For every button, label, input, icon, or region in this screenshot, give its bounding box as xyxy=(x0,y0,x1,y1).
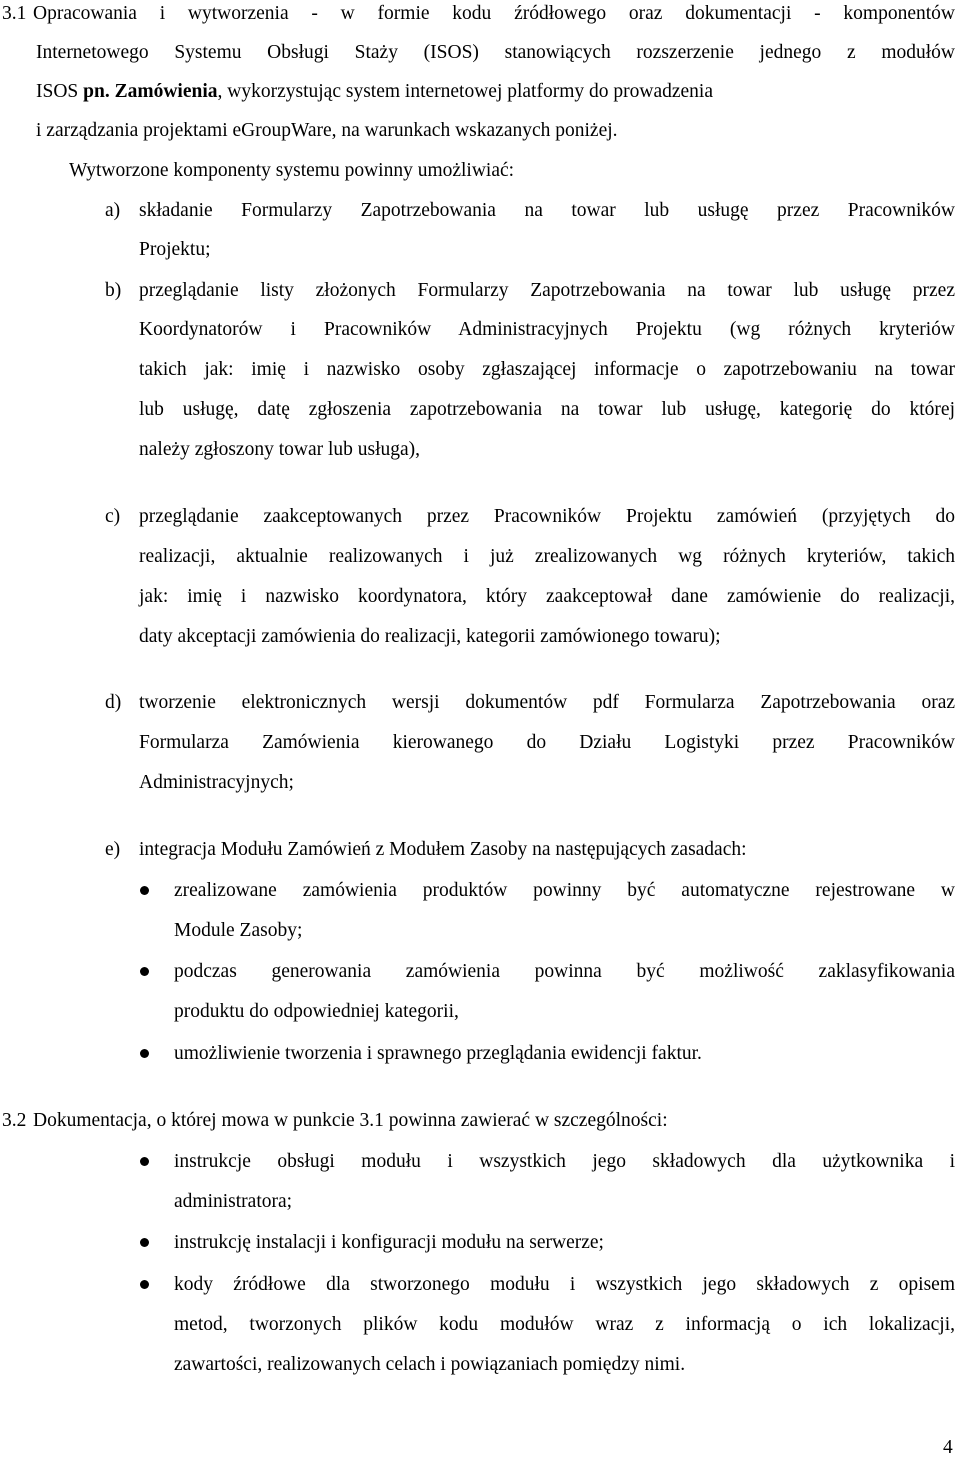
section-3-2-heading: Dokumentacja, o której mowa w punkcie 3.1 powinna zawierać w szczególności: xyxy=(33,1110,668,1131)
page-number: 4 xyxy=(943,1437,953,1458)
item-d-line-2: Formularza Zamówienia kierowanego do Działu Logistyki przez Pracowników xyxy=(139,732,955,753)
item-e-bullet-2-line-1: podczas generowania zamówienia powinna być możliwość zaklasyfikowania xyxy=(174,961,955,982)
item-b-label: b) xyxy=(105,280,122,301)
item-e-label: e) xyxy=(105,839,121,860)
item-d-line-3: Administracyjnych; xyxy=(139,772,294,793)
intro-line-3-start: ISOS xyxy=(36,81,79,102)
intro-line-3-end: , wykorzystując system internetowej platformy do prowadzenia xyxy=(217,81,713,102)
bullet-icon xyxy=(140,967,149,976)
item-c-line-1: przeglądanie zaakceptowanych przez Pracowników Projektu zamówień (przyjętych do xyxy=(139,506,955,527)
lead-sentence: Wytworzone komponenty systemu powinny umożliwiać: xyxy=(69,160,515,181)
bullet-icon xyxy=(140,886,149,895)
doc-bullet-1-line-2: administratora; xyxy=(174,1191,293,1212)
doc-bullet-1-line-1: instrukcje obsługi modułu i wszystkich jego składowych dla użytkownika i xyxy=(174,1151,955,1172)
item-b-line-4: lub usługę, datę zgłoszenia zapotrzebowania na towar lub usługę, kategorię do której xyxy=(139,399,955,420)
doc-bullet-3-line-3: zawartości, realizowanych celach i powiązaniach pomiędzy nimi. xyxy=(174,1354,686,1375)
item-b-line-3: takich jak: imię i nazwisko osoby zgłaszającej informacje o zapotrzebowaniu na towar xyxy=(139,359,955,380)
item-e-bullet-1-line-2: Module Zasoby; xyxy=(174,920,303,941)
item-c-line-2: realizacji, aktualnie realizowanych i już zrealizowanych wg różnych kryteriów, takich xyxy=(139,546,955,567)
bullet-icon xyxy=(140,1157,149,1166)
item-c-line-3: jak: imię i nazwisko koordynatora, który zaakceptował dane zamówienie do realizacji, xyxy=(139,586,955,607)
item-a-line-1: składanie Formularzy Zapotrzebowania na towar lub usługę przez Pracowników xyxy=(139,200,955,221)
doc-bullet-3-line-1: kody źródłowe dla stworzonego modułu i wszystkich jego składowych z opisem xyxy=(174,1274,955,1295)
doc-bullet-3-line-2: metod, tworzonych plików kodu modułów wraz z informacją o ich lokalizacji, xyxy=(174,1314,955,1335)
item-e-bullet-3-line-1: umożliwienie tworzenia i sprawnego przeglądania ewidencji faktur. xyxy=(174,1043,702,1064)
module-name-bold: pn. Zamówienia xyxy=(83,81,218,102)
item-e-bullet-1-line-1: zrealizowane zamówienia produktów powinny być automatyczne rejestrowane w xyxy=(174,880,955,901)
intro-line-4: i zarządzania projektami eGroupWare, na warunkach wskazanych poniżej. xyxy=(36,120,618,141)
item-e-bullet-2-line-2: produktu do odpowiedniej kategorii, xyxy=(174,1001,459,1022)
bullet-icon xyxy=(140,1238,149,1247)
doc-bullet-2-line-1: instrukcję instalacji i konfiguracji modułu na serwerze; xyxy=(174,1232,604,1253)
bullet-icon xyxy=(140,1280,149,1289)
item-c-label: c) xyxy=(105,506,121,527)
item-e-line-1: integracja Modułu Zamówień z Modułem Zasoby na następujących zasadach: xyxy=(139,839,747,860)
item-b-line-1: przeglądanie listy złożonych Formularzy Zapotrzebowania na towar lub usługę przez xyxy=(139,280,955,301)
item-b-line-2: Koordynatorów i Pracowników Administracyjnych Projektu (wg różnych kryteriów xyxy=(139,319,955,340)
item-b-line-5: należy zgłoszony towar lub usługa), xyxy=(139,439,421,460)
item-a-label: a) xyxy=(105,200,121,221)
bullet-icon xyxy=(140,1049,149,1058)
intro-line-1: Opracowania i wytworzenia - w formie kodu źródłowego oraz dokumentacji - komponentów xyxy=(33,3,955,24)
item-d-line-1: tworzenie elektronicznych wersji dokumentów pdf Formularza Zapotrzebowania oraz xyxy=(139,692,955,713)
item-d-label: d) xyxy=(105,692,122,713)
intro-line-2: Internetowego Systemu Obsługi Staży (ISOS) stanowiących rozszerzenie jednego z modułów xyxy=(36,42,955,63)
section-number-3-1: 3.1 xyxy=(2,3,27,24)
intro-line-3 xyxy=(36,80,713,104)
section-number-3-2: 3.2 xyxy=(2,1110,27,1131)
item-a-line-2: Projektu; xyxy=(139,239,211,260)
item-c-line-4: daty akceptacji zamówienia do realizacji, kategorii zamówionego towaru); xyxy=(139,626,721,647)
